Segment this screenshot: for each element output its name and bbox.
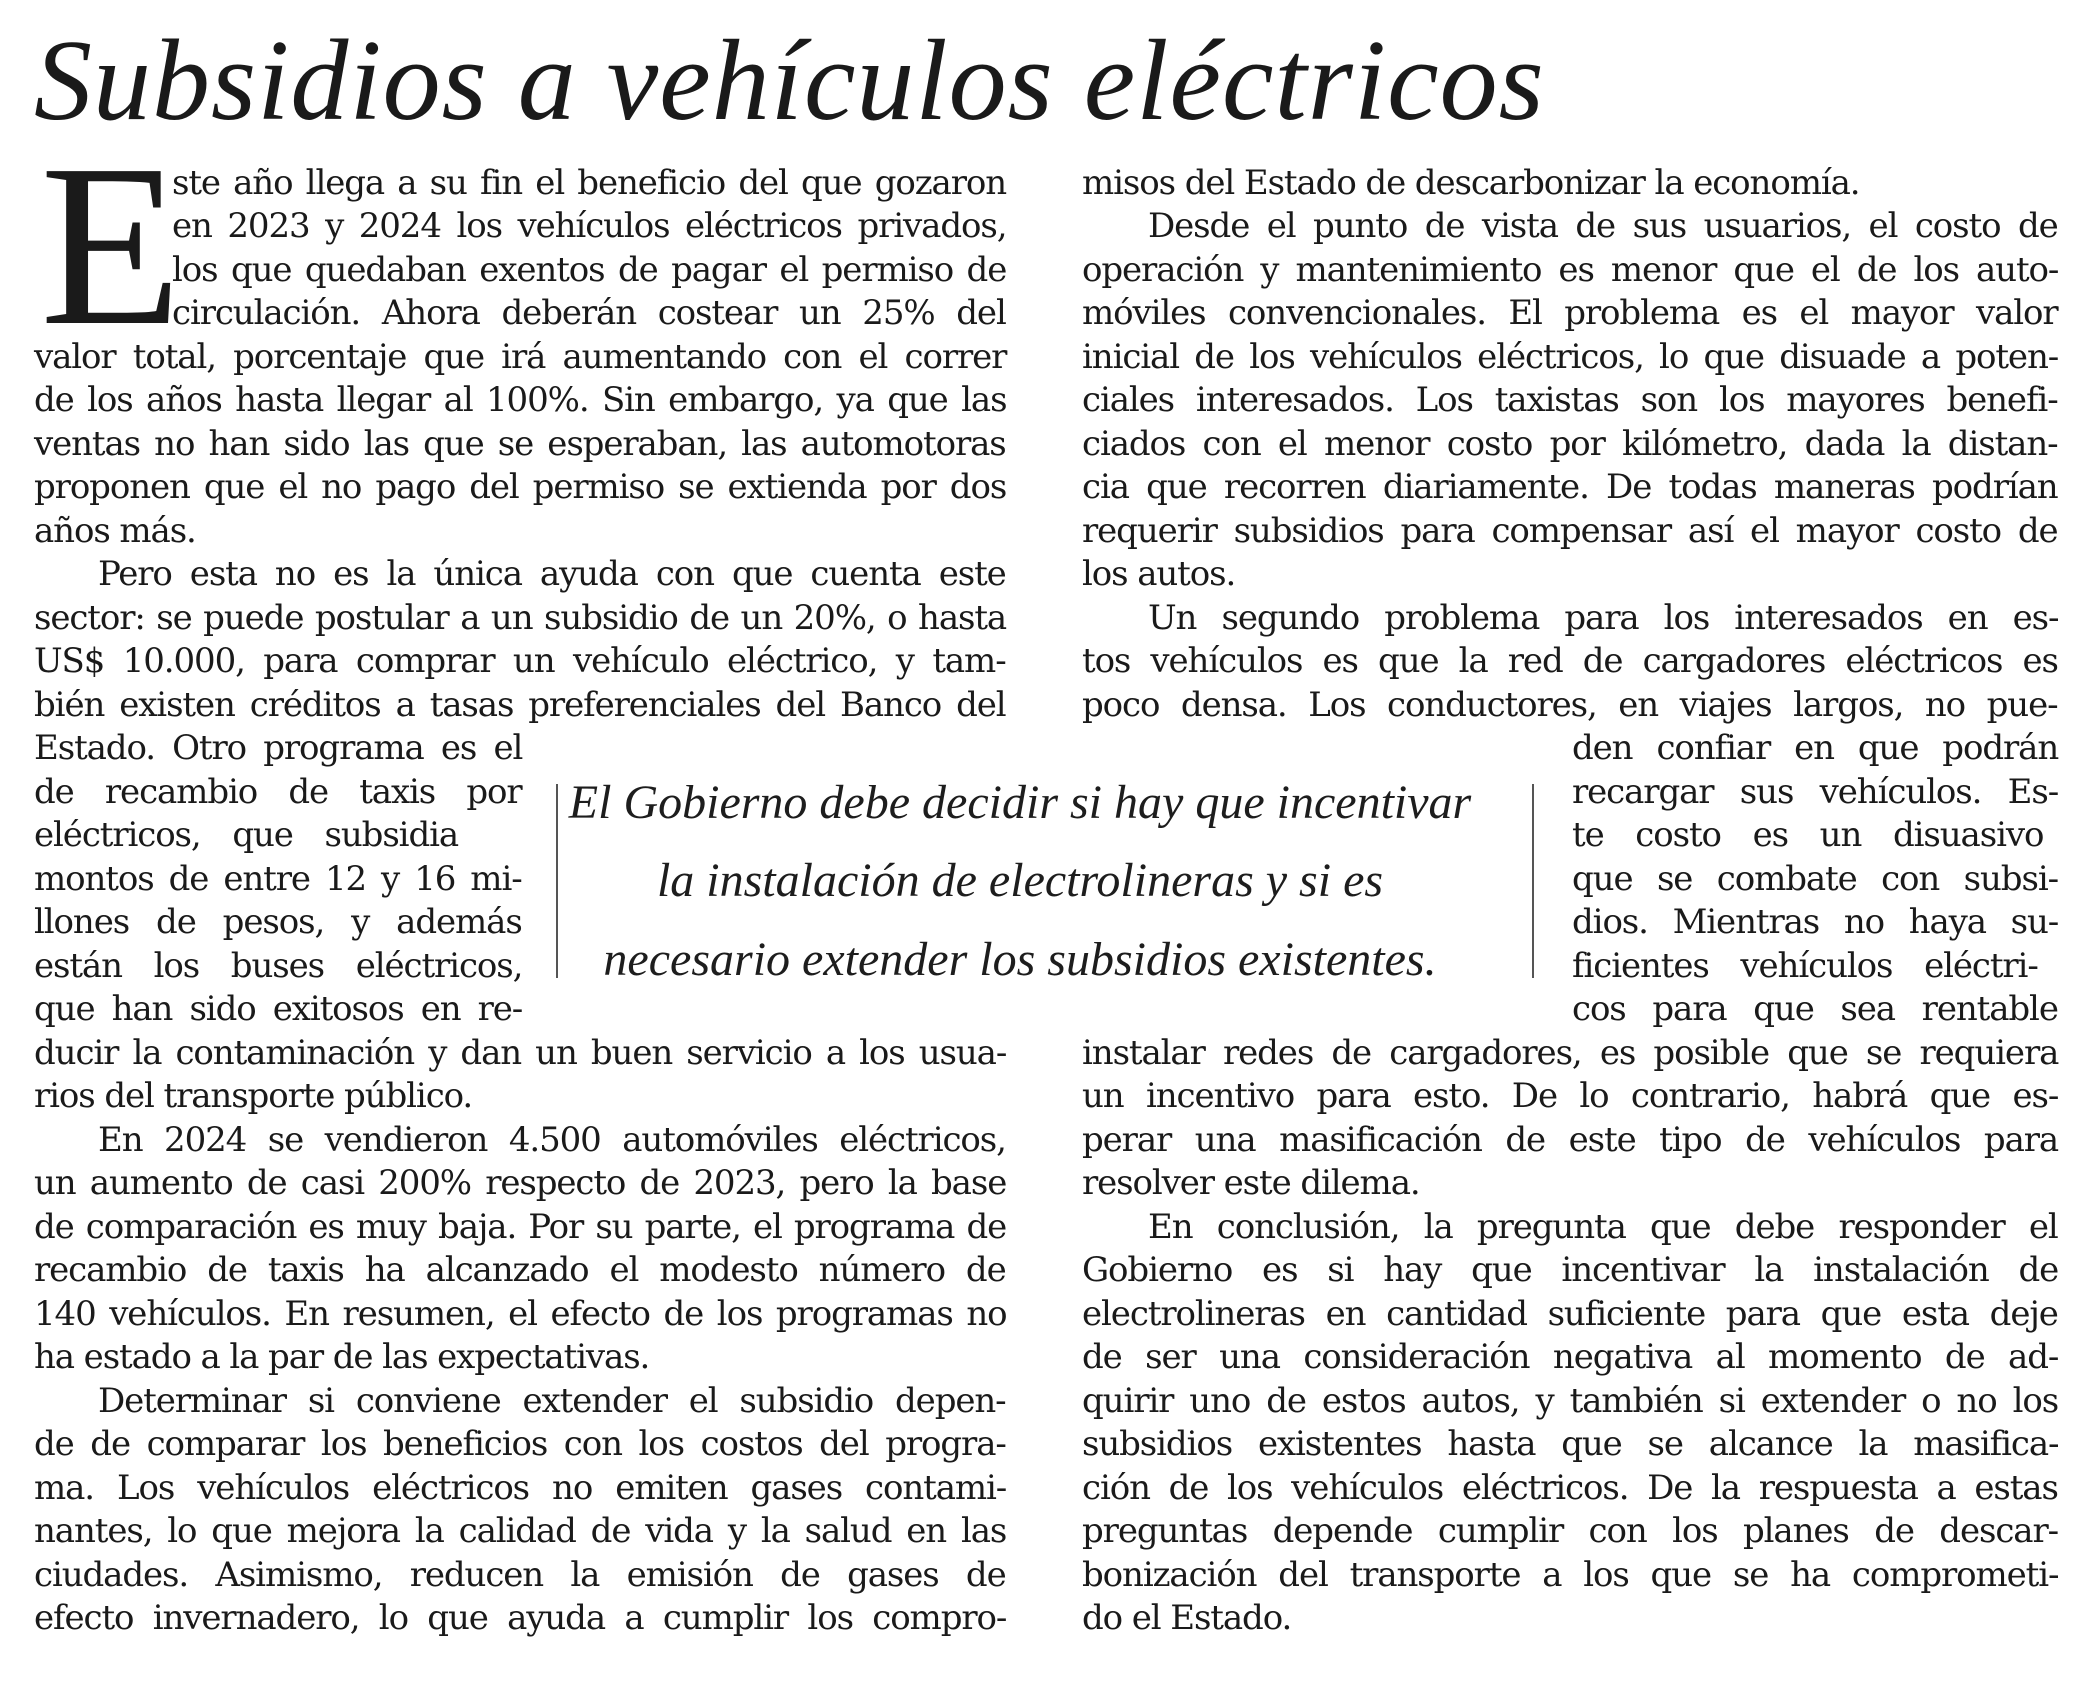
text-line: ventas no han sido las que se esperaban, las automotoras xyxy=(34,424,1006,464)
text-line: Desde el punto de vista de sus usuarios, el costo de xyxy=(1148,206,2058,246)
text-line: un incentivo para esto. De lo contrario, habrá que es- xyxy=(1082,1076,2059,1116)
text-line: un aumento de casi 200% respecto de 2023, pero la base xyxy=(34,1163,1007,1203)
text-line: rios del transporte público. xyxy=(34,1076,473,1116)
text-line: bién existen créditos a tasas preferenciales del Banco del xyxy=(34,685,1006,725)
text-line: ciales interesados. Los taxistas son los mayores benefi- xyxy=(1082,380,2058,420)
text-line: preguntas depende cumplir con los planes de descar- xyxy=(1082,1511,2058,1551)
text-line: do el Estado. xyxy=(1082,1598,1292,1638)
text-line: requerir subsidios para compensar así el mayor costo de xyxy=(1082,511,2058,551)
text-line: móviles convencionales. El problema es el mayor valor xyxy=(1082,293,2058,333)
pull-quote-rule-left xyxy=(556,784,558,978)
article-title: Subsidios a vehículos eléctricos xyxy=(34,17,1545,145)
text-line: sector: se puede postular a un subsidio de un 20%, o hasta xyxy=(34,598,1007,638)
text-line: de comparación es muy baja. Por su parte, el programa de xyxy=(34,1207,1007,1247)
text-line: que se combate con subsi- xyxy=(1572,859,2058,899)
text-line: ficientes vehículos eléctri- xyxy=(1572,946,2038,986)
text-line: instalar redes de cargadores, es posible que se requiera xyxy=(1082,1033,2059,1073)
text-line: inicial de los vehículos eléctricos, lo que disuade a poten- xyxy=(1082,337,2059,377)
text-line: den confiar en que podrán xyxy=(1572,728,2059,768)
text-line: En 2024 se vendieron 4.500 automóviles eléctricos, xyxy=(98,1120,1006,1160)
drop-cap: E xyxy=(40,117,182,374)
text-line: nantes, lo que mejora la calidad de vida y la salud en las xyxy=(34,1511,1007,1551)
text-line: de los años hasta llegar al 100%. Sin embargo, ya que las xyxy=(34,380,1007,420)
text-line: años más. xyxy=(34,511,196,551)
text-line: los que quedaban exentos de pagar el permiso de xyxy=(172,250,1007,290)
text-line: poco densa. Los conductores, en viajes largos, no pue- xyxy=(1082,685,2058,725)
text-line: cos para que sea rentable xyxy=(1572,989,2058,1029)
text-line: montos de entre 12 y 16 mi- xyxy=(34,859,522,899)
pull-quote-line: la instalación de electrolineras y si es xyxy=(656,854,1384,907)
text-line: Estado. Otro programa es el xyxy=(34,728,523,768)
text-line: que han sido exitosos en re- xyxy=(34,989,523,1029)
text-line: de de comparar los beneficios con los costos del progra- xyxy=(34,1424,1006,1464)
pull-quote-line: necesario extender los subsidios existentes. xyxy=(603,933,1437,986)
text-line: ciudades. Asimismo, reducen la emisión de gases de xyxy=(34,1555,1006,1595)
text-line: electrolineras en cantidad suficiente para que esta deje xyxy=(1082,1294,2058,1334)
text-line: ciados con el menor costo por kilómetro, dada la distan- xyxy=(1082,424,2058,464)
text-line: Pero esta no es la única ayuda con que cuenta este xyxy=(98,554,1006,594)
text-line: circulación. Ahora deberán costear un 25% del xyxy=(172,293,1006,333)
text-line: ha estado a la par de las expectativas. xyxy=(34,1337,650,1377)
text-line: ción de los vehículos eléctricos. De la respuesta a estas xyxy=(1082,1468,2058,1508)
text-line: quirir uno de estos autos, y también si extender o no los xyxy=(1082,1381,2059,1421)
text-line: te costo es un disuasivo xyxy=(1572,815,2044,855)
text-line: resolver este dilema. xyxy=(1082,1163,1420,1203)
text-line: de ser una consideración negativa al momento de ad- xyxy=(1082,1337,2059,1377)
text-line: Determinar si conviene extender el subsidio depen- xyxy=(98,1381,1006,1421)
text-line: operación y mantenimiento es menor que el de los auto- xyxy=(1082,250,2059,290)
text-line: dios. Mientras no haya su- xyxy=(1572,902,2059,942)
text-line: ste año llega a su fin el beneficio del que gozaron xyxy=(172,163,1007,203)
text-line: efecto invernadero, lo que ayuda a cumplir los compro- xyxy=(34,1598,1007,1638)
text-line: valor total, porcentaje que irá aumentando con el correr xyxy=(34,337,1007,377)
text-line: ducir la contaminación y dan un buen servicio a los usua- xyxy=(34,1033,1007,1073)
text-line: subsidios existentes hasta que se alcance la masifica- xyxy=(1082,1424,2059,1464)
text-line: están los buses eléctricos, xyxy=(34,946,523,986)
pull-quote-rule-right xyxy=(1532,784,1534,978)
text-line: cia que recorren diariamente. De todas maneras podrían xyxy=(1082,467,2058,507)
text-line: en 2023 y 2024 los vehículos eléctricos privados, xyxy=(172,206,1007,246)
text-line: proponen que el no pago del permiso se extienda por dos xyxy=(34,467,1007,507)
text-line: recargar sus vehículos. Es- xyxy=(1572,772,2059,812)
text-line: los autos. xyxy=(1082,554,1236,594)
text-line: perar una masificación de este tipo de vehículos para xyxy=(1082,1120,2059,1160)
text-line: tos vehículos es que la red de cargadores eléctricos es xyxy=(1082,641,2058,681)
text-line: Gobierno es si hay que incentivar la instalación de xyxy=(1082,1250,2059,1290)
text-line: llones de pesos, y además xyxy=(34,902,522,942)
text-line: eléctricos, que subsidia xyxy=(34,815,459,855)
pull-quote-line: El Gobierno debe decidir si hay que incentivar xyxy=(568,776,1472,829)
text-line: recambio de taxis ha alcanzado el modesto número de xyxy=(34,1250,1006,1290)
text-line: de recambio de taxis por xyxy=(34,772,522,812)
text-line: misos del Estado de descarbonizar la economía. xyxy=(1082,163,1860,203)
text-line: En conclusión, la pregunta que debe responder el xyxy=(1148,1207,2058,1247)
text-line: bonización del transporte a los que se ha comprometi- xyxy=(1082,1555,2059,1595)
text-line: ma. Los vehículos eléctricos no emiten gases contami- xyxy=(34,1468,1007,1508)
text-line: US$ 10.000, para comprar un vehículo eléctrico, y tam- xyxy=(34,641,1006,681)
text-line: Un segundo problema para los interesados en es- xyxy=(1148,598,2059,638)
text-line: 140 vehículos. En resumen, el efecto de los programas no xyxy=(34,1294,1007,1334)
